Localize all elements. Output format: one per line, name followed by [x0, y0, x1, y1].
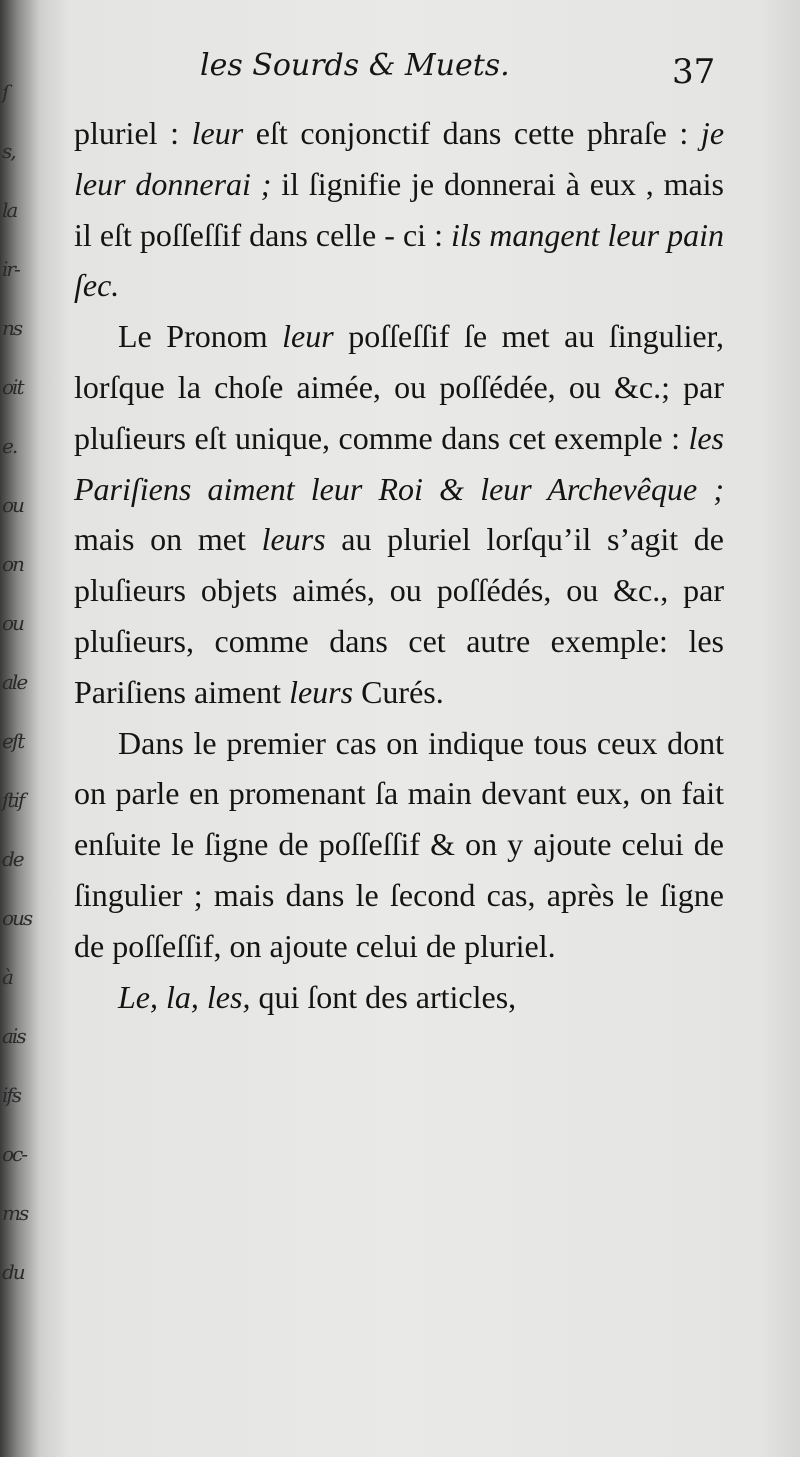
paragraph: [74, 972, 724, 1023]
margin-fragment: du: [2, 1260, 24, 1284]
margin-fragment: ns: [2, 316, 22, 340]
text-run: poſſeſſif ſe met au ſingulier, lorſque la choſe aimée, ou poſſédée, ou &c.; par pluſieurs eſt unique, comme dans cet exemple :: [74, 318, 725, 456]
margin-fragment: ale: [2, 670, 27, 694]
margin-fragment: eſt: [2, 729, 24, 753]
margin-fragment: s,: [2, 139, 15, 163]
margin-fragment: ous: [2, 906, 32, 930]
page-number: 37: [672, 52, 716, 92]
margin-fragment: ſ: [2, 80, 8, 104]
margin-fragment: à: [2, 965, 12, 989]
margin-fragment: oc-: [2, 1142, 26, 1166]
italic-text: les Pariſiens aiment leur Roi & leur Archevêque ;: [74, 419, 724, 507]
text-run: eſt conjonctif dans cette phraſe :: [243, 115, 701, 151]
margin-fragment: on: [2, 552, 23, 576]
paragraph: [74, 718, 724, 972]
margin-fragment: ſtif: [2, 788, 24, 812]
body-text: [74, 108, 724, 1022]
margin-fragment: ais: [2, 1024, 25, 1048]
italic-text: ils mangent leur pain ſec.: [74, 216, 725, 304]
paragraph: [74, 311, 724, 717]
adjacent-page-margin: [0, 80, 32, 1330]
margin-fragment: ou: [2, 611, 23, 635]
margin-fragment: oit: [2, 375, 23, 399]
margin-fragment: de: [2, 847, 23, 871]
italic-text: je leur donnerai ;: [74, 115, 725, 202]
text-run: Curés.: [353, 673, 444, 710]
text-run: qui ſont des articles,: [250, 978, 517, 1015]
margin-fragment: la: [2, 198, 17, 222]
italic-text: leur: [282, 318, 334, 355]
italic-text: leur: [191, 115, 244, 151]
text-run: au pluriel lorſqu’il s’agit de pluſieurs objets aimés, ou poſſédés, ou &c., par pluſieurs, comme dans cet autre exemple: les Pariſiens aiment: [74, 521, 725, 710]
text-run: Dans le premier cas on indique tous ceux dont on parle en promenant ſa main devant eux, on fait enſuite le ſigne de poſſeſſif & on y ajoute celui de ſingulier ; mais dans le ſecond cas, après le ſigne de poſſeſſif, on ajoute celui de pluriel.: [74, 724, 724, 964]
italic-text: Le, la, les,: [118, 978, 251, 1015]
text-run: Le Pronom: [118, 318, 283, 355]
paragraph: [74, 108, 724, 311]
margin-fragment: e.: [2, 434, 17, 458]
text-run: pluriel :: [74, 115, 192, 151]
italic-text: leurs: [289, 673, 354, 710]
margin-fragment: ms: [2, 1201, 28, 1225]
text-run: mais on met: [74, 521, 262, 558]
margin-fragment: ifs: [2, 1083, 21, 1107]
page-header: [0, 48, 800, 98]
text-run: il ſignifie je donnerai à eux , mais il eſt poſſeſſif dans celle - ci :: [74, 165, 725, 253]
italic-text: leurs: [261, 521, 326, 558]
margin-fragment: ir-: [2, 257, 19, 281]
margin-fragment: ou: [2, 493, 23, 517]
running-title: les Sourds & Muets.: [200, 48, 510, 83]
